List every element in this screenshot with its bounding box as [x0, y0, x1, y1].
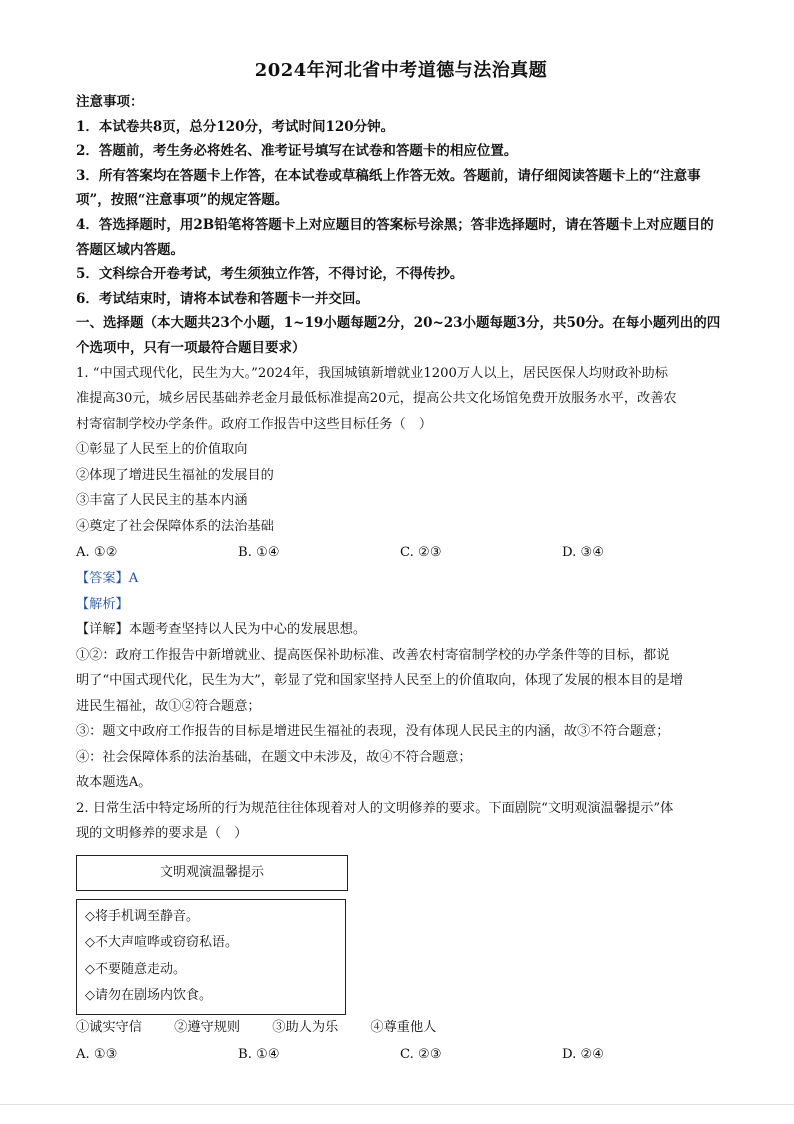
exam-page — [76, 56, 726, 1068]
question-stem-line: 1. “中国式现代化，民生为大。”2024年，我国城镇新增就业1200万人以上，居民医保人均财政补助标 — [76, 365, 668, 381]
explanation-line: 进民生福祉，故①②符合题意； — [76, 698, 261, 714]
question-stem-line: 村寄宿制学校办学条件。政府工作报告中这些目标任务（ ） — [76, 416, 433, 432]
notice-item: 4．答选择题时，用2B铅笔将答题卡上对应题目的答案标号涂黑；答非选择题时，请在答题卡上对应题目的答题区域内答题。 — [76, 216, 714, 258]
answer-options — [76, 539, 726, 566]
explanation-line: 故本题选A。 — [76, 775, 152, 791]
notice-box — [76, 899, 346, 1015]
explanation-line: 明了“中国式现代化，民生为大”，彰显了党和国家坚持人民至上的价值取向，体现了发展的根本目的是增 — [76, 673, 683, 689]
notice-item: 1．本试卷共8页，总分120分，考试时间120分钟。 — [76, 118, 395, 135]
statement: ②体现了增进民生福祉的发展目的 — [76, 467, 274, 483]
question-stem-line: 准提高30元，城乡居民基础养老金月最低标准提高20元，提高公共文化场馆免费开放服务水平，改善农 — [76, 391, 677, 407]
notice-heading: 注意事项： — [76, 94, 144, 110]
statement: ④奠定了社会保障体系的法治基础 — [76, 518, 274, 534]
notice-box-item: ◇请勿在剧场内饮食。 — [85, 988, 212, 1004]
statement-choices — [76, 1015, 726, 1041]
notice-box-item: ◇不大声喧哗或窃窃私语。 — [85, 935, 238, 951]
explanation-line: ④：社会保障体系的法治基础，在题文中未涉及，故④不符合题意； — [76, 749, 472, 765]
statement: ①彰显了人民至上的价值取向 — [76, 442, 248, 458]
option-b: B. ①④ — [238, 1046, 280, 1062]
question-1 — [76, 361, 726, 796]
option-c: C. ②③ — [400, 545, 442, 561]
question-stem-line: 现的文明修养的要求是（ ） — [76, 826, 248, 842]
notice-box-item: ◇将手机调至静音。 — [85, 908, 199, 924]
explanation-line: ③：题文中政府工作报告的目标是增进民生福祉的表现，没有体现人民民主的内涵，故③不符合题意； — [76, 724, 670, 740]
choice: ④尊重他人 — [370, 1019, 437, 1035]
section-heading: 一、选择题（本大题共23个小题，1~19小题每题2分，20~23小题每题3分，共50分。在每小题列出的四个选项中，只有一项最符合题目要求） — [76, 315, 721, 356]
choice: ②遵守规则 — [174, 1019, 241, 1035]
option-d: D. ②④ — [562, 1046, 605, 1062]
choice: ①诚实守信 — [76, 1019, 142, 1035]
question-2 — [76, 796, 726, 1068]
answer-options — [76, 1041, 726, 1068]
option-a: A. ①③ — [76, 1046, 118, 1062]
notice-item: 3．所有答案均在答题卡上作答，在本试卷或草稿纸上作答无效。答题前，请仔细阅读答题卡上的“注意事项”，按照“注意事项”的规定答题。 — [76, 167, 701, 209]
option-c: C. ②③ — [400, 1046, 442, 1062]
statement: ③丰富了人民民主的基本内涵 — [76, 493, 248, 509]
notice-item: 5．文科综合开卷考试，考生须独立作答，不得讨论，不得传抄。 — [76, 266, 464, 283]
page-title: 2024年河北省中考道德与法治真题 — [254, 60, 548, 81]
analysis-label: 【解析】 — [76, 596, 129, 612]
question-stem-line: 2. 日常生活中特定场所的行为规范往往体现着对人的文明修养的要求。下面剧院“文明观演温馨提示”体 — [76, 800, 674, 816]
notice-box-item: ◇不要随意走动。 — [85, 961, 186, 977]
notice-item: 2．答题前，考生务必将姓名、准考证号填写在试卷和答题卡的相应位置。 — [76, 143, 518, 160]
page-bottom-rule — [0, 1104, 794, 1105]
notice-box-title: 文明观演温馨提示 — [76, 855, 348, 891]
option-d: D. ③④ — [562, 545, 605, 561]
choice: ③助人为乐 — [272, 1019, 339, 1035]
option-b: B. ①④ — [238, 545, 280, 561]
detail-label: 【详解】本题考查坚持以人民为中心的发展思想。 — [76, 622, 367, 638]
explanation-line: ①②：政府工作报告中新增就业、提高医保补助标准、改善农村寄宿制学校的办学条件等的目标，都说 — [76, 647, 670, 663]
option-a: A. ①② — [76, 545, 118, 561]
answer-label: 【答案】A — [76, 571, 139, 587]
notice-item: 6．考试结束时，请将本试卷和答题卡一并交回。 — [76, 290, 369, 307]
